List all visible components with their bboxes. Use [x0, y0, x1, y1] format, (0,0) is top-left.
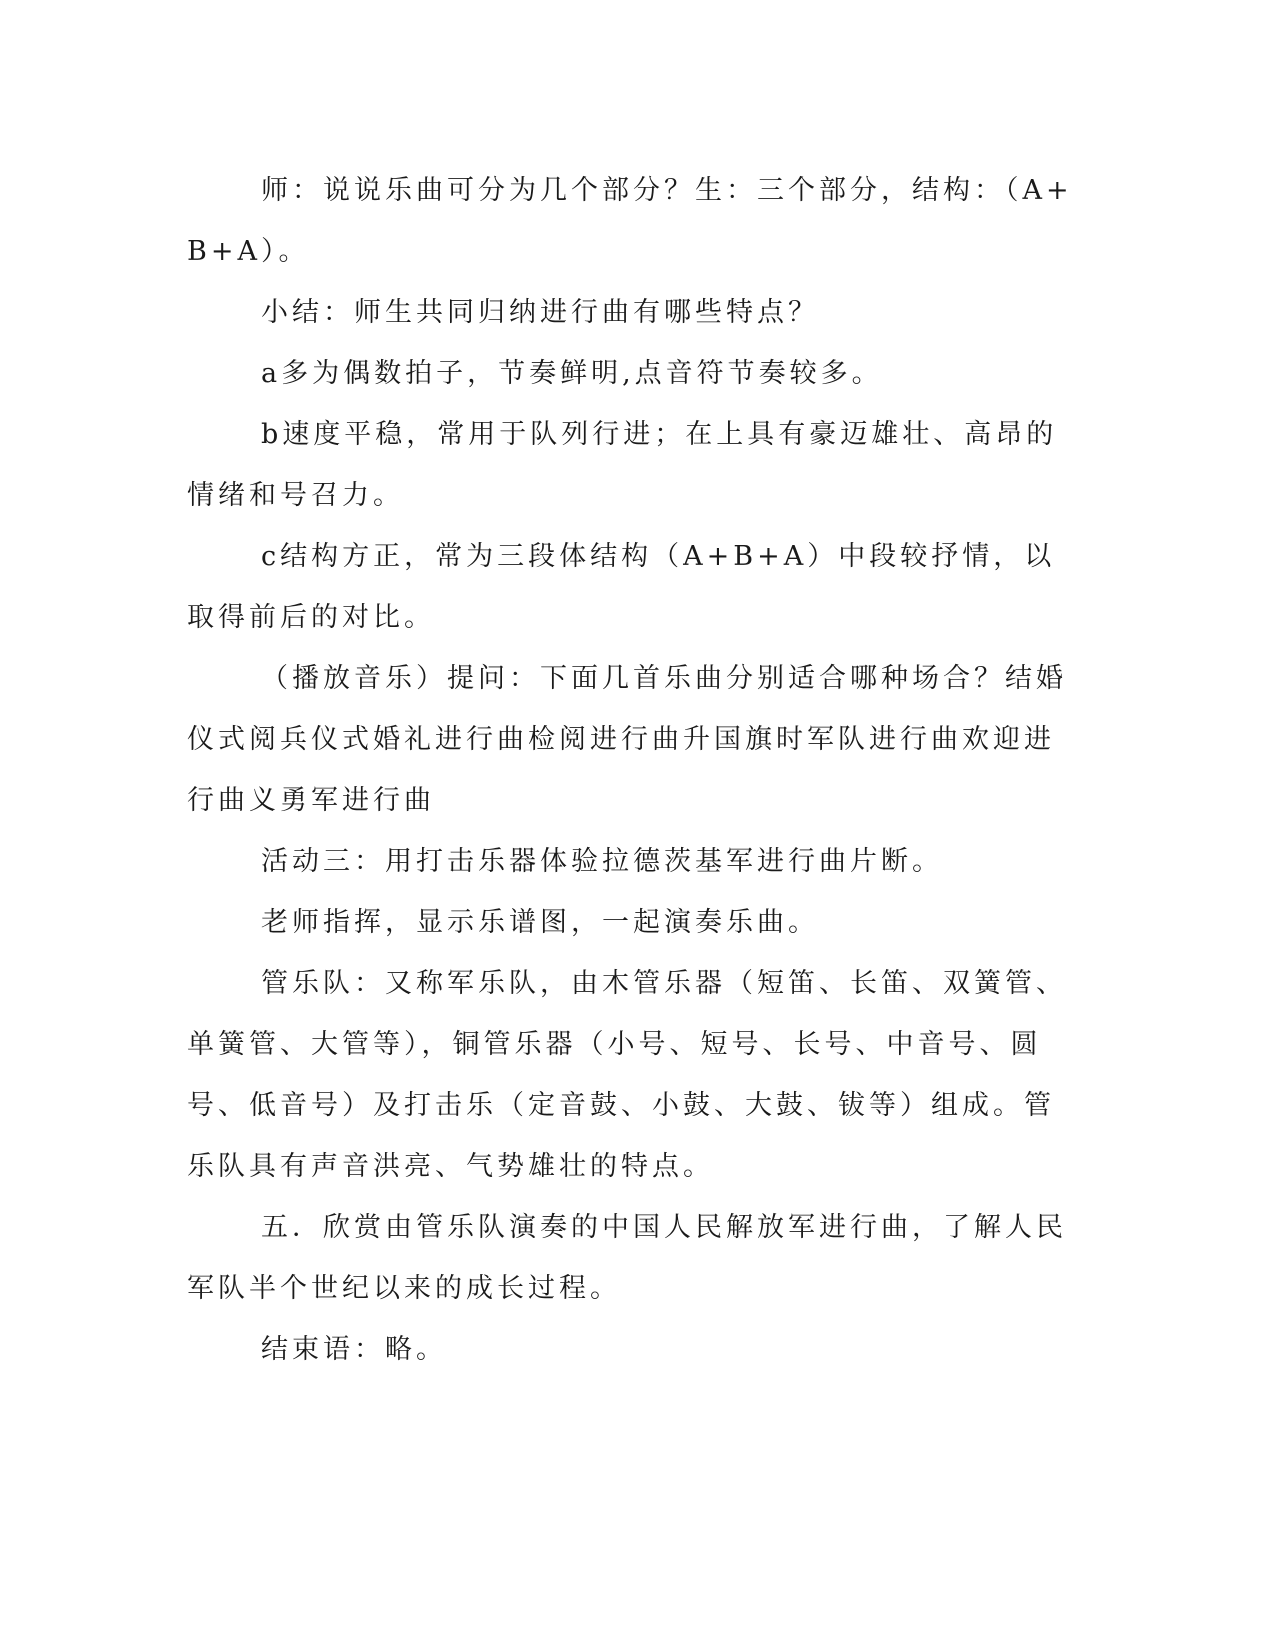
paragraph-activity-three: 活动三：用打击乐器体验拉德茨基军进行曲片断。 — [261, 846, 943, 877]
paragraph-feature-c: c结构方正，常为三段体结构（A+B+A）中段较抒情，以取得前后的对比。 — [187, 541, 1056, 633]
paragraph-feature-a: a多为偶数拍子，节奏鲜明,点音符节奏较多。 — [261, 358, 883, 389]
paragraph-wind-band: 管乐队：又称军乐队，由木管乐器（短笛、长笛、双簧管、单簧管、大管等），铜管乐器（小号、短号、长号、中音号、圆号、低音号）及打击乐（定音鼓、小鼓、大鼓、钹等）组成。管乐队具有声音洪亮、气势雄壮的特点。 — [187, 968, 1067, 1182]
paragraph-structure-question: 师：说说乐曲可分为几个部分？生：三个部分，结构：（A+B+A）。 — [187, 175, 1073, 267]
document-body — [187, 160, 1079, 1380]
paragraph-section-five: 五．欣赏由管乐队演奏的中国人民解放军进行曲，了解人民军队半个世纪以来的成长过程。 — [187, 1212, 1067, 1304]
paragraph-music-occasions: （播放音乐）提问：下面几首乐曲分别适合哪种场合？结婚仪式阅兵仪式婚礼进行曲检阅进行曲升国旗时军队进行曲欢迎进行曲义勇军进行曲 — [187, 663, 1067, 816]
paragraph-closing: 结束语：略。 — [261, 1334, 447, 1365]
paragraph-feature-b: b速度平稳，常用于队列行进；在上具有豪迈雄壮、高昂的情绪和号召力。 — [187, 419, 1058, 511]
paragraph-teacher-conducts: 老师指挥，显示乐谱图，一起演奏乐曲。 — [261, 907, 819, 938]
paragraph-summary: 小结：师生共同归纳进行曲有哪些特点？ — [261, 297, 819, 328]
